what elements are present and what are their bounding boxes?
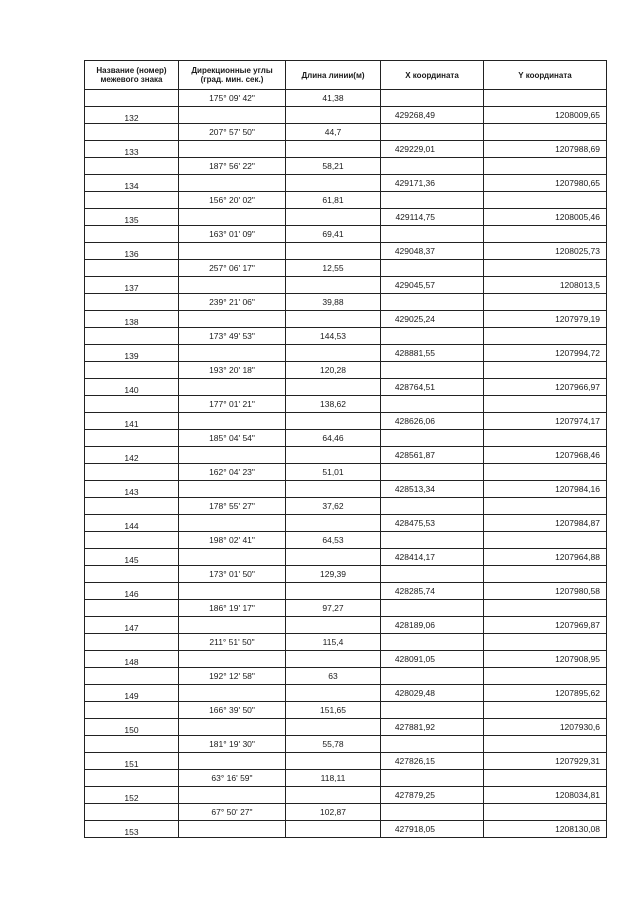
x-coordinate-cell-empty [381, 90, 484, 107]
y-coordinate-cell-empty [484, 260, 607, 277]
line-length-cell-empty [286, 617, 381, 634]
header-x-coordinate: X координата [381, 61, 484, 90]
y-coordinate-cell-empty [484, 396, 607, 413]
x-coordinate-cell: 429025,24 [381, 311, 484, 328]
x-coordinate-cell-empty [381, 396, 484, 413]
table-row-line [85, 532, 607, 549]
line-length-cell-empty [286, 719, 381, 736]
line-length-cell: 97,27 [286, 600, 381, 617]
x-coordinate-cell: 428285,74 [381, 583, 484, 600]
table-row-point [85, 209, 607, 226]
bearing-angle-cell-empty [179, 685, 286, 702]
marker-name-cell-empty [85, 192, 179, 209]
header-line-length: Длина линии(м) [286, 61, 381, 90]
marker-name-cell-empty [85, 736, 179, 753]
x-coordinate-cell-empty [381, 770, 484, 787]
bearing-angle-cell-empty [179, 447, 286, 464]
y-coordinate-cell-empty [484, 430, 607, 447]
bearing-angle-cell: 239° 21' 06" [179, 294, 286, 311]
marker-name-cell-empty [85, 362, 179, 379]
line-length-cell-empty [286, 379, 381, 396]
table-row-point [85, 549, 607, 566]
y-coordinate-cell: 1207895,62 [484, 685, 607, 702]
y-coordinate-cell-empty [484, 90, 607, 107]
bearing-angle-cell: 192° 12' 58" [179, 668, 286, 685]
line-length-cell: 41,38 [286, 90, 381, 107]
bearing-angle-cell: 178° 55' 27" [179, 498, 286, 515]
marker-name-cell: 143 [85, 481, 179, 498]
line-length-cell: 37,62 [286, 498, 381, 515]
line-length-cell-empty [286, 549, 381, 566]
marker-name-cell: 145 [85, 549, 179, 566]
marker-name-cell: 148 [85, 651, 179, 668]
table-row-line [85, 90, 607, 107]
marker-name-cell-empty [85, 396, 179, 413]
bearing-angle-cell: 177° 01' 21" [179, 396, 286, 413]
line-length-cell: 44,7 [286, 124, 381, 141]
line-length-cell: 129,39 [286, 566, 381, 583]
table-row-point [85, 583, 607, 600]
header-marker-name: Название (номер) межевого знака [85, 61, 179, 90]
y-coordinate-cell: 1207908,95 [484, 651, 607, 668]
x-coordinate-cell: 428414,17 [381, 549, 484, 566]
line-length-cell: 51,01 [286, 464, 381, 481]
y-coordinate-cell-empty [484, 634, 607, 651]
bearing-angle-cell-empty [179, 481, 286, 498]
marker-name-cell-empty [85, 226, 179, 243]
bearing-angle-cell-empty [179, 753, 286, 770]
header-y-coordinate: Y координата [484, 61, 607, 90]
x-coordinate-cell: 429171,36 [381, 175, 484, 192]
line-length-cell-empty [286, 787, 381, 804]
y-coordinate-cell-empty [484, 192, 607, 209]
table-row-point [85, 175, 607, 192]
x-coordinate-cell-empty [381, 634, 484, 651]
marker-name-cell-empty [85, 90, 179, 107]
bearing-angle-cell: 181° 19' 30" [179, 736, 286, 753]
table-row-line [85, 328, 607, 345]
marker-name-cell-empty [85, 260, 179, 277]
line-length-cell: 64,46 [286, 430, 381, 447]
bearing-angle-cell-empty [179, 209, 286, 226]
bearing-angle-cell: 166° 39' 50" [179, 702, 286, 719]
marker-name-cell: 153 [85, 821, 179, 838]
table-row-line [85, 294, 607, 311]
x-coordinate-cell: 429045,57 [381, 277, 484, 294]
x-coordinate-cell-empty [381, 566, 484, 583]
table-row-line [85, 668, 607, 685]
table-row-line [85, 702, 607, 719]
y-coordinate-cell-empty [484, 566, 607, 583]
table-row-line [85, 430, 607, 447]
bearing-angle-cell-empty [179, 651, 286, 668]
y-coordinate-cell: 1208013,5 [484, 277, 607, 294]
x-coordinate-cell-empty [381, 702, 484, 719]
marker-name-cell: 142 [85, 447, 179, 464]
table-row-line [85, 158, 607, 175]
line-length-cell: 144,53 [286, 328, 381, 345]
x-coordinate-cell: 428513,34 [381, 481, 484, 498]
bearing-angle-cell-empty [179, 413, 286, 430]
line-length-cell-empty [286, 141, 381, 158]
y-coordinate-cell-empty [484, 600, 607, 617]
line-length-cell: 55,78 [286, 736, 381, 753]
y-coordinate-cell-empty [484, 804, 607, 821]
bearing-angle-cell: 163° 01' 09" [179, 226, 286, 243]
marker-name-cell: 141 [85, 413, 179, 430]
marker-name-cell: 146 [85, 583, 179, 600]
line-length-cell-empty [286, 515, 381, 532]
marker-name-cell: 133 [85, 141, 179, 158]
x-coordinate-cell: 427881,92 [381, 719, 484, 736]
line-length-cell-empty [286, 277, 381, 294]
marker-name-cell-empty [85, 464, 179, 481]
x-coordinate-cell-empty [381, 192, 484, 209]
marker-name-cell-empty [85, 566, 179, 583]
bearing-angle-cell-empty [179, 345, 286, 362]
line-length-cell-empty [286, 651, 381, 668]
y-coordinate-cell: 1208009,65 [484, 107, 607, 124]
bearing-angle-cell: 173° 49' 53" [179, 328, 286, 345]
x-coordinate-cell-empty [381, 804, 484, 821]
table-row-point [85, 141, 607, 158]
bearing-angle-cell: 198° 02' 41" [179, 532, 286, 549]
table-row-line [85, 260, 607, 277]
line-length-cell-empty [286, 753, 381, 770]
x-coordinate-cell-empty [381, 498, 484, 515]
header-bearing-angle: Дирекционные углы (град. мин. сек.) [179, 61, 286, 90]
x-coordinate-cell: 428029,48 [381, 685, 484, 702]
x-coordinate-cell-empty [381, 124, 484, 141]
marker-name-cell-empty [85, 600, 179, 617]
y-coordinate-cell: 1208034,81 [484, 787, 607, 804]
line-length-cell-empty [286, 685, 381, 702]
marker-name-cell-empty [85, 124, 179, 141]
marker-name-cell: 135 [85, 209, 179, 226]
bearing-angle-cell-empty [179, 277, 286, 294]
table-row-line [85, 192, 607, 209]
line-length-cell: 63 [286, 668, 381, 685]
line-length-cell: 138,62 [286, 396, 381, 413]
y-coordinate-cell: 1207984,87 [484, 515, 607, 532]
marker-name-cell: 132 [85, 107, 179, 124]
table-row-line [85, 396, 607, 413]
x-coordinate-cell: 428091,05 [381, 651, 484, 668]
bearing-angle-cell: 63° 16' 59" [179, 770, 286, 787]
marker-name-cell: 149 [85, 685, 179, 702]
table-row-point [85, 481, 607, 498]
bearing-angle-cell: 186° 19' 17" [179, 600, 286, 617]
marker-name-cell: 151 [85, 753, 179, 770]
y-coordinate-cell-empty [484, 532, 607, 549]
marker-name-cell-empty [85, 328, 179, 345]
bearing-angle-cell-empty [179, 515, 286, 532]
marker-name-cell-empty [85, 702, 179, 719]
table-row-point [85, 787, 607, 804]
bearing-angle-cell-empty [179, 311, 286, 328]
x-coordinate-cell: 429048,37 [381, 243, 484, 260]
y-coordinate-cell: 1207968,46 [484, 447, 607, 464]
y-coordinate-cell: 1207984,16 [484, 481, 607, 498]
x-coordinate-cell-empty [381, 362, 484, 379]
table-row-line [85, 804, 607, 821]
line-length-cell-empty [286, 175, 381, 192]
table-row-point [85, 243, 607, 260]
table-row-point [85, 515, 607, 532]
x-coordinate-cell: 428561,87 [381, 447, 484, 464]
y-coordinate-cell: 1207966,97 [484, 379, 607, 396]
line-length-cell: 64,53 [286, 532, 381, 549]
table-row-line [85, 736, 607, 753]
bearing-angle-cell-empty [179, 107, 286, 124]
line-length-cell: 12,55 [286, 260, 381, 277]
bearing-angle-cell: 162° 04' 23" [179, 464, 286, 481]
x-coordinate-cell: 428764,51 [381, 379, 484, 396]
table-row-line [85, 566, 607, 583]
table-row-point [85, 447, 607, 464]
y-coordinate-cell: 1207979,19 [484, 311, 607, 328]
table-body [85, 90, 607, 838]
marker-name-cell-empty [85, 294, 179, 311]
line-length-cell-empty [286, 413, 381, 430]
line-length-cell-empty [286, 243, 381, 260]
x-coordinate-cell-empty [381, 430, 484, 447]
marker-name-cell-empty [85, 634, 179, 651]
marker-name-cell: 137 [85, 277, 179, 294]
bearing-angle-cell: 211° 51' 50" [179, 634, 286, 651]
y-coordinate-cell-empty [484, 226, 607, 243]
boundary-coordinates-table [84, 60, 607, 838]
table-row-line [85, 124, 607, 141]
x-coordinate-cell-empty [381, 158, 484, 175]
y-coordinate-cell-empty [484, 736, 607, 753]
line-length-cell-empty [286, 209, 381, 226]
bearing-angle-cell-empty [179, 141, 286, 158]
line-length-cell: 69,41 [286, 226, 381, 243]
y-coordinate-cell: 1208005,46 [484, 209, 607, 226]
y-coordinate-cell: 1207980,58 [484, 583, 607, 600]
table-row-point [85, 821, 607, 838]
line-length-cell: 61,81 [286, 192, 381, 209]
line-length-cell: 120,28 [286, 362, 381, 379]
bearing-angle-cell-empty [179, 719, 286, 736]
line-length-cell-empty [286, 583, 381, 600]
bearing-angle-cell-empty [179, 549, 286, 566]
y-coordinate-cell: 1207994,72 [484, 345, 607, 362]
table-header-row [85, 61, 607, 90]
x-coordinate-cell: 429268,49 [381, 107, 484, 124]
y-coordinate-cell-empty [484, 498, 607, 515]
bearing-angle-cell: 185° 04' 54" [179, 430, 286, 447]
x-coordinate-cell-empty [381, 328, 484, 345]
x-coordinate-cell-empty [381, 260, 484, 277]
table-row-line [85, 770, 607, 787]
marker-name-cell: 147 [85, 617, 179, 634]
table-row-point [85, 617, 607, 634]
table-row-line [85, 498, 607, 515]
y-coordinate-cell: 1208130,08 [484, 821, 607, 838]
table-row-point [85, 413, 607, 430]
y-coordinate-cell-empty [484, 124, 607, 141]
marker-name-cell-empty [85, 430, 179, 447]
y-coordinate-cell: 1207964,88 [484, 549, 607, 566]
bearing-angle-cell: 173° 01' 50" [179, 566, 286, 583]
y-coordinate-cell: 1207974,17 [484, 413, 607, 430]
y-coordinate-cell-empty [484, 328, 607, 345]
bearing-angle-cell-empty [179, 379, 286, 396]
y-coordinate-cell-empty [484, 668, 607, 685]
bearing-angle-cell-empty [179, 583, 286, 600]
table-row-point [85, 311, 607, 328]
line-length-cell-empty [286, 821, 381, 838]
marker-name-cell: 152 [85, 787, 179, 804]
bearing-angle-cell-empty [179, 821, 286, 838]
table-row-line [85, 464, 607, 481]
bearing-angle-cell: 187° 56' 22" [179, 158, 286, 175]
line-length-cell-empty [286, 481, 381, 498]
marker-name-cell: 139 [85, 345, 179, 362]
table-row-line [85, 634, 607, 651]
line-length-cell-empty [286, 447, 381, 464]
marker-name-cell-empty [85, 804, 179, 821]
table-row-point [85, 719, 607, 736]
line-length-cell: 115,4 [286, 634, 381, 651]
table-row-point [85, 651, 607, 668]
marker-name-cell-empty [85, 498, 179, 515]
marker-name-cell-empty [85, 158, 179, 175]
x-coordinate-cell: 428626,06 [381, 413, 484, 430]
line-length-cell: 39,88 [286, 294, 381, 311]
table-row-point [85, 685, 607, 702]
x-coordinate-cell: 428881,55 [381, 345, 484, 362]
x-coordinate-cell-empty [381, 226, 484, 243]
x-coordinate-cell-empty [381, 736, 484, 753]
y-coordinate-cell: 1207969,87 [484, 617, 607, 634]
marker-name-cell-empty [85, 532, 179, 549]
x-coordinate-cell: 428189,06 [381, 617, 484, 634]
marker-name-cell-empty [85, 770, 179, 787]
table-row-point [85, 753, 607, 770]
y-coordinate-cell-empty [484, 362, 607, 379]
marker-name-cell: 136 [85, 243, 179, 260]
marker-name-cell: 140 [85, 379, 179, 396]
x-coordinate-cell: 427826,15 [381, 753, 484, 770]
y-coordinate-cell: 1207929,31 [484, 753, 607, 770]
x-coordinate-cell: 427879,25 [381, 787, 484, 804]
line-length-cell: 118,11 [286, 770, 381, 787]
marker-name-cell: 138 [85, 311, 179, 328]
y-coordinate-cell: 1207930,6 [484, 719, 607, 736]
y-coordinate-cell-empty [484, 158, 607, 175]
line-length-cell: 151,65 [286, 702, 381, 719]
table-row-point [85, 107, 607, 124]
line-length-cell-empty [286, 107, 381, 124]
y-coordinate-cell: 1207980,65 [484, 175, 607, 192]
line-length-cell-empty [286, 345, 381, 362]
x-coordinate-cell: 428475,53 [381, 515, 484, 532]
bearing-angle-cell-empty [179, 175, 286, 192]
x-coordinate-cell-empty [381, 600, 484, 617]
table-row-line [85, 362, 607, 379]
marker-name-cell: 144 [85, 515, 179, 532]
bearing-angle-cell: 175° 09' 42" [179, 90, 286, 107]
y-coordinate-cell-empty [484, 464, 607, 481]
table-row-point [85, 379, 607, 396]
y-coordinate-cell: 1208025,73 [484, 243, 607, 260]
x-coordinate-cell: 429114,75 [381, 209, 484, 226]
y-coordinate-cell-empty [484, 770, 607, 787]
line-length-cell: 58,21 [286, 158, 381, 175]
y-coordinate-cell-empty [484, 702, 607, 719]
x-coordinate-cell-empty [381, 464, 484, 481]
bearing-angle-cell: 193° 20' 18" [179, 362, 286, 379]
marker-name-cell-empty [85, 668, 179, 685]
y-coordinate-cell-empty [484, 294, 607, 311]
bearing-angle-cell: 156° 20' 02" [179, 192, 286, 209]
bearing-angle-cell: 257° 06' 17" [179, 260, 286, 277]
marker-name-cell: 150 [85, 719, 179, 736]
x-coordinate-cell: 427918,05 [381, 821, 484, 838]
bearing-angle-cell: 67° 50' 27" [179, 804, 286, 821]
table-row-point [85, 345, 607, 362]
bearing-angle-cell-empty [179, 617, 286, 634]
bearing-angle-cell-empty [179, 787, 286, 804]
table-row-line [85, 226, 607, 243]
table-row-line [85, 600, 607, 617]
x-coordinate-cell-empty [381, 668, 484, 685]
y-coordinate-cell: 1207988,69 [484, 141, 607, 158]
x-coordinate-cell: 429229,01 [381, 141, 484, 158]
x-coordinate-cell-empty [381, 294, 484, 311]
bearing-angle-cell-empty [179, 243, 286, 260]
marker-name-cell: 134 [85, 175, 179, 192]
bearing-angle-cell: 207° 57' 50" [179, 124, 286, 141]
table-row-point [85, 277, 607, 294]
line-length-cell-empty [286, 311, 381, 328]
x-coordinate-cell-empty [381, 532, 484, 549]
line-length-cell: 102,87 [286, 804, 381, 821]
